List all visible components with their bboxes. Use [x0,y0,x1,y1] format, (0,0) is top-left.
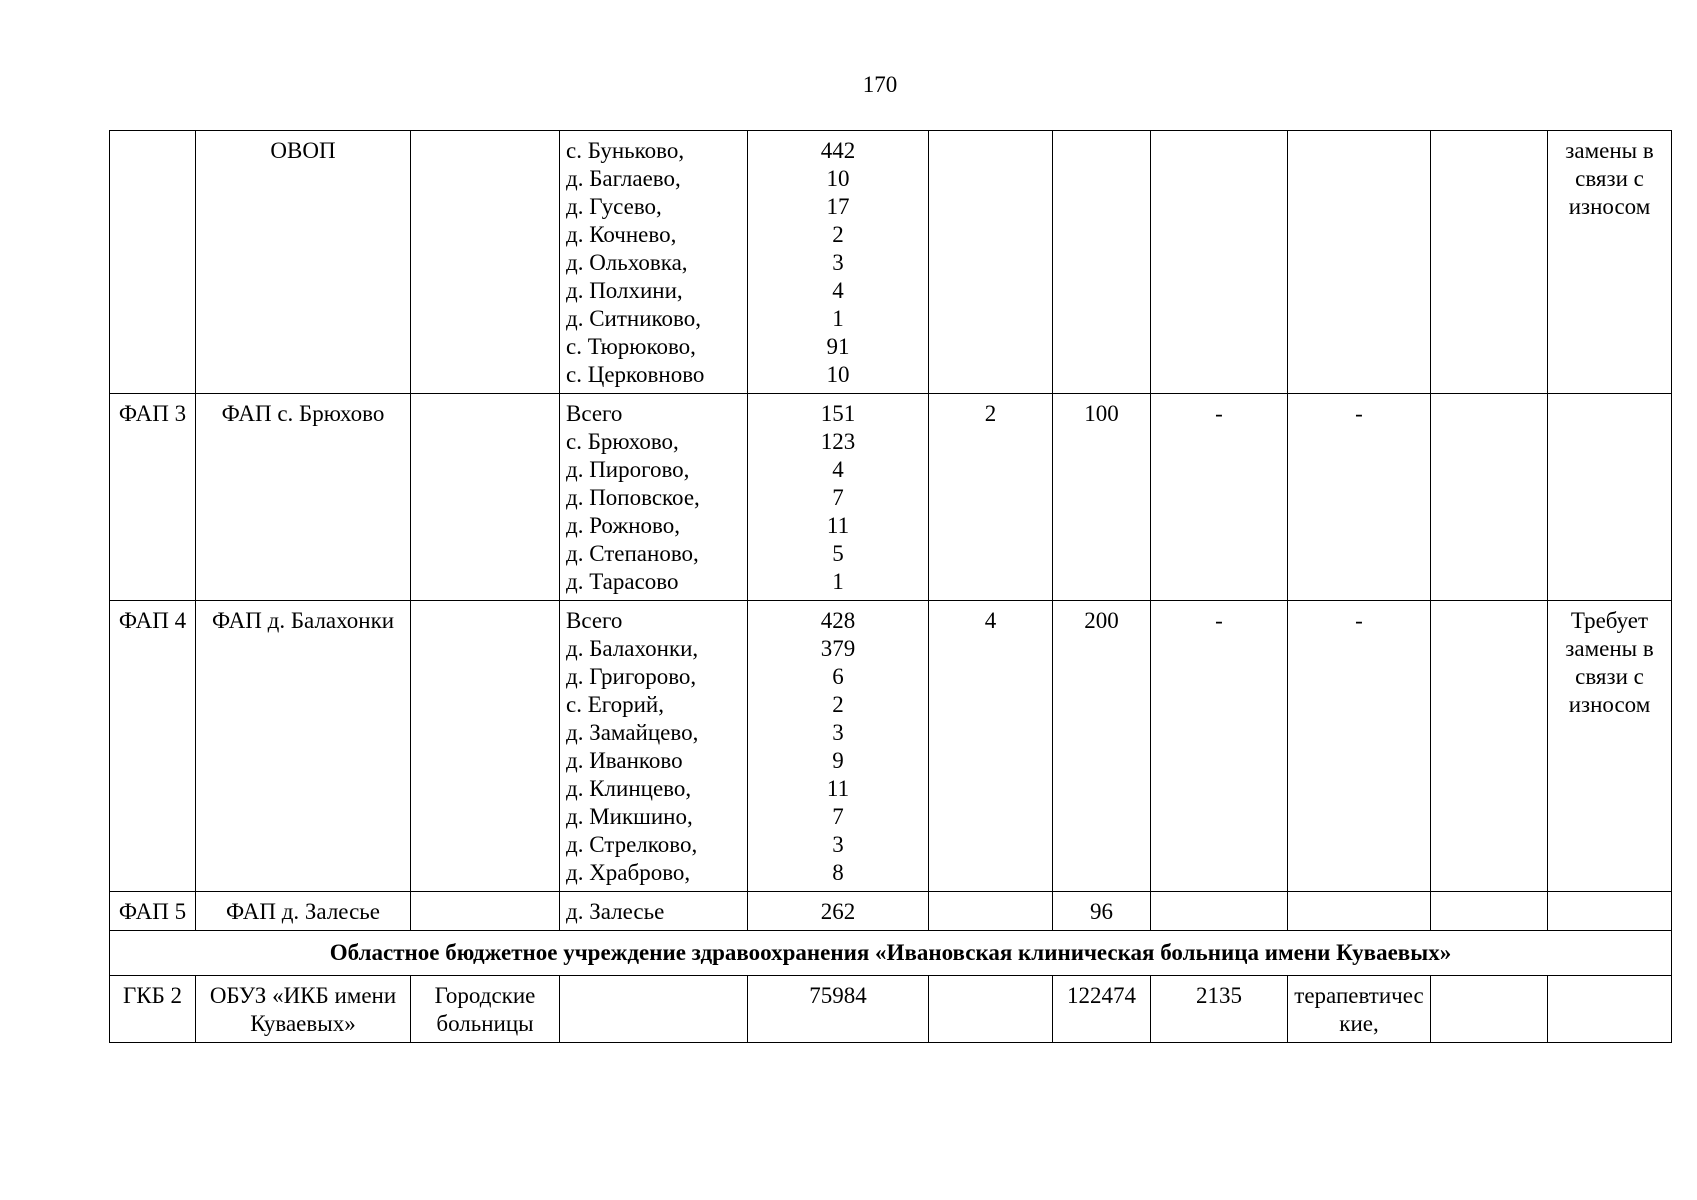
population-line: 4 [832,457,844,482]
page-number: 170 [862,72,898,97]
settlements [560,976,748,1043]
col-8 [1151,892,1288,931]
col-7 [1053,131,1151,394]
settlements-line: Всего [566,608,623,633]
settlements-line: д. Тарасово [566,569,679,594]
population-line: 3 [832,250,844,275]
settlements-line: д. Балахонки, [566,636,699,661]
facility-code: ФАП 4 [110,601,196,892]
settlements [560,892,748,931]
section-row [110,931,1672,976]
table-row [110,976,1672,1043]
facility-code [110,131,196,394]
section-title: Областное бюджетное учреждение здравоохранения «Ивановская клиническая больница имени Куваевых» [110,931,1672,976]
table-body [110,131,1672,1043]
settlements-line: д. Кочнево, [566,222,677,247]
note-line: износом [1568,692,1651,717]
population-line: 3 [832,832,844,857]
settlements [560,394,748,601]
note-line: замены в [1565,138,1654,163]
population-line: 123 [820,429,856,454]
facility-type [411,131,560,394]
col-8 [1151,131,1288,394]
facility-name: ФАП д. Залесье [196,892,411,931]
note-line: замены в [1565,636,1654,661]
facility-name-line: Куваевых» [250,1011,356,1036]
table-row [110,892,1672,931]
facilities-table [109,130,1672,1043]
settlements-line: д. Пирогово, [566,457,690,482]
settlements-line: д. Полхини, [566,278,683,303]
facility-name-line: ОБУЗ «ИКБ имени [209,983,397,1008]
settlements-line: д. Баглаево, [566,166,681,191]
population-line: 7 [832,804,844,829]
note [1548,892,1672,931]
settlements-line: с. Тюрюково, [566,334,696,359]
col-6 [929,976,1053,1043]
population: 75984 [748,976,929,1043]
facility-type [411,394,560,601]
population-line: 5 [832,541,844,566]
population-line: 10 [826,362,850,387]
settlements-line: д. Рожново, [566,513,681,538]
population-line: 442 [820,138,856,163]
facility-type-line: больницы [436,1011,534,1036]
facility-type [411,892,560,931]
settlements-line: с. Егорий, [566,692,664,717]
population-line: 151 [820,401,856,426]
settlements-line: д. Микшино, [566,804,693,829]
note [1548,976,1672,1043]
facility-name: ФАП д. Балахонки [196,601,411,892]
population-line: 7 [832,485,844,510]
facility-code: ФАП 5 [110,892,196,931]
population-line: 3 [832,720,844,745]
col-7: 122474 [1053,976,1151,1043]
settlements-line: Всего [566,401,623,426]
settlements-line: д. Храброво, [566,860,691,885]
settlements-line: д. Григорово, [566,664,697,689]
settlements-line: с. Брюхово, [566,429,679,454]
facility-type [411,976,560,1043]
col-7: 200 [1053,601,1151,892]
population-line: 1 [832,569,844,594]
settlements-line: д. Ситниково, [566,306,701,331]
note-line: Требует [1570,608,1649,633]
population-line: 2 [832,222,844,247]
col-6 [929,131,1053,394]
settlements-line: д. Залесье [566,899,665,924]
settlements-line: д. Гусево, [566,194,662,219]
population [748,131,929,394]
col-10 [1431,892,1548,931]
note-line: связи с [1575,664,1644,689]
settlements-line: д. Замайцево, [566,720,699,745]
col-7: 100 [1053,394,1151,601]
facility-type [411,601,560,892]
col-10 [1431,976,1548,1043]
settlements-line: д. Ольховка, [566,250,688,275]
population-line: 9 [832,748,844,773]
population [748,601,929,892]
facility-type-line: Городские [434,983,536,1008]
facility-code: ГКБ 2 [110,976,196,1043]
facility-name: ФАП с. Брюхово [196,394,411,601]
population-line: 428 [820,608,856,633]
col-6: 4 [929,601,1053,892]
population-line: 8 [832,860,844,885]
col-9 [1288,131,1431,394]
col-9: - [1288,394,1431,601]
settlements-line: д. Степаново, [566,541,699,566]
population-line: 2 [832,692,844,717]
population-line: 1 [832,306,844,331]
population-line: 262 [820,899,856,924]
settlements-line: д. Иванково [566,748,683,773]
population-line: 379 [820,636,856,661]
col-9 [1288,976,1431,1043]
population-line: 11 [826,776,850,801]
settlements [560,601,748,892]
population-line: 6 [832,664,844,689]
note [1548,394,1672,601]
note-line: износом [1568,194,1651,219]
population-line: 11 [826,513,850,538]
population-line: 91 [826,334,850,359]
settlements-line: д. Стрелково, [566,832,698,857]
table-row [110,394,1672,601]
col-9-line: терапевтичес [1294,983,1424,1008]
table-row [110,131,1672,394]
col-6: 2 [929,394,1053,601]
population [748,394,929,601]
population-line: 17 [826,194,850,219]
col-9 [1288,892,1431,931]
col-8: - [1151,394,1288,601]
settlements-line: с. Церковново [566,362,705,387]
col-10 [1431,131,1548,394]
col-10 [1431,601,1548,892]
col-9-line: кие, [1339,1011,1379,1036]
settlements-line: д. Поповское, [566,485,700,510]
col-8: - [1151,601,1288,892]
facility-code: ФАП 3 [110,394,196,601]
settlements [560,131,748,394]
settlements-line: с. Буньково, [566,138,685,163]
note-line: связи с [1575,166,1644,191]
settlements-line: д. Клинцево, [566,776,692,801]
table-row [110,601,1672,892]
col-8: 2135 [1151,976,1288,1043]
facility-name [196,976,411,1043]
population-line: 10 [826,166,850,191]
col-6 [929,892,1053,931]
col-7: 96 [1053,892,1151,931]
facility-name: ОВОП [196,131,411,394]
col-9: - [1288,601,1431,892]
note [1548,131,1672,394]
population [748,892,929,931]
note [1548,601,1672,892]
col-10 [1431,394,1548,601]
population-line: 4 [832,278,844,303]
